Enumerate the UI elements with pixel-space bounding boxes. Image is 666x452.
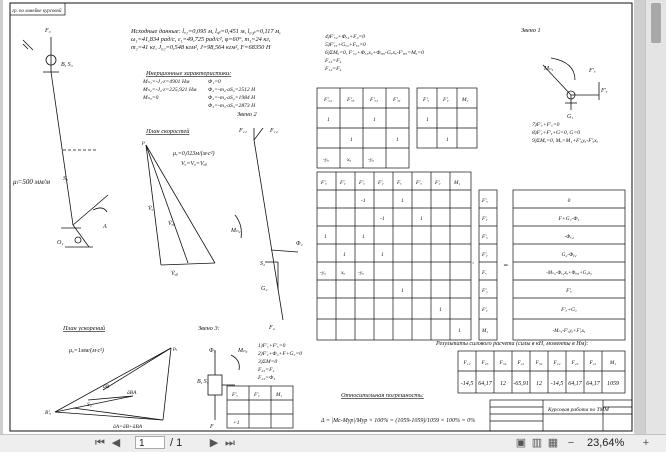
unknowns-column (479, 190, 497, 340)
table-header: F'ₓ (232, 392, 238, 398)
view-double-icon[interactable]: ▥ (531, 437, 543, 449)
zoom-level[interactable]: 23,64% (587, 437, 625, 449)
table-cell: +1 (233, 420, 240, 426)
results-value: 12 (500, 381, 506, 387)
eq-line: 2)F'ᵧ+Φ₃+F+G₃=0 (258, 351, 303, 357)
results-header: M₁ (609, 360, 617, 366)
table-header: F'ᵧ (435, 180, 441, 186)
initial-data-2: ω₁=41,834 рад/с, ε₁=49,725 рад/с², φ=60°, m₁=24 кг, (131, 36, 271, 43)
rhs-cell: -Mₙ₁-F'ₓyₐ+F'ᵧxₐ (552, 329, 586, 334)
force-label: G₂ (261, 286, 268, 292)
stamp-text: гр. по линейке курсовой (12, 9, 62, 14)
force-label: F'ᵧ (601, 88, 608, 94)
vector-label: āB (103, 384, 110, 390)
results-value: 1059 (607, 381, 619, 387)
view-grid-icon[interactable]: ▦ (547, 437, 559, 449)
table-header: F'ₓ₃ (370, 97, 379, 103)
title-block-text: Курсовая работа по ТММ (548, 407, 609, 413)
table-header: F'ₓᵧ (393, 97, 401, 103)
rhs-cell: F'ᵧ (566, 288, 572, 294)
eq-line: F₂₃=F₄ (258, 367, 275, 373)
table-header: F'ₓᵧ (347, 97, 355, 103)
table-header: F'ᵧ (443, 97, 449, 103)
table-cell: 1 (324, 234, 327, 240)
point-label: p (142, 140, 145, 146)
vector-label: V̄ₐ (148, 206, 154, 212)
equals-sign: = (503, 261, 509, 270)
unknown-cell: F'ₓ (482, 234, 488, 240)
rhs-cell: -Φₓ₂ (564, 234, 574, 240)
results-value: 64,17 (586, 381, 600, 387)
table-header: F'ₓ₂ (324, 97, 333, 103)
eq-line: F₁₂=F₄ (325, 66, 342, 72)
unknowns-labels (481, 198, 488, 334)
force-label: Mₙ₁ (544, 66, 554, 72)
force-label: Φ₂ (296, 241, 303, 247)
unknown-cell: F'ᵧ (482, 307, 488, 313)
table-cell: 1 (401, 288, 404, 294)
force-label: F₁₂ (270, 128, 278, 134)
rhs-cell: F+G₃-Φ₃ (558, 216, 580, 222)
results-header: F₄₁ (589, 360, 597, 366)
results-value: -65,91 (513, 381, 529, 387)
error-title: Относительная погрешность: (341, 392, 424, 399)
eq-line: 3)ΣM=0 (258, 359, 278, 365)
point-label: B, S₃ (61, 62, 73, 68)
accel-plan-title: План ускорений (63, 325, 106, 332)
velocity-eq: Vₐ=Vₐ=Vₐᵦ (181, 161, 208, 167)
table-cell: 1 (343, 252, 346, 258)
force-label: F'ₓ (589, 68, 596, 74)
point-label: B'ₐ (45, 410, 52, 416)
table-header: M₁ (454, 180, 461, 186)
results-header: F₄₁ (517, 360, 525, 366)
point-label: S₂ (63, 176, 69, 182)
viewer-toolbar (0, 434, 666, 452)
unknown-cell: F'ₓ (482, 198, 488, 204)
last-page-icon[interactable]: ⏭ (225, 437, 235, 449)
results-value: -14,5 (460, 381, 474, 387)
force-label: G₁ (567, 114, 574, 120)
force-label: Mₙ₂ (231, 228, 241, 234)
sheet-frame (10, 3, 632, 431)
eq-line: 7)F'ₓ+F'ₓ=0 (532, 122, 560, 128)
table-cell: 1 (327, 117, 330, 123)
table-header: F'ₓ (321, 180, 327, 186)
table-cell: 1 (396, 137, 399, 143)
table-cell: xₐ (341, 270, 346, 276)
force-label: F₁₂ (239, 128, 247, 134)
link2-title: Звено 2 (237, 111, 257, 118)
results-value: -14,5 (550, 381, 564, 387)
force-line: Φ₁=0 (208, 79, 221, 85)
eq-line: 1)F'ₓ+F'ₓ=0 (258, 343, 286, 349)
table-cell: 1 (373, 117, 376, 123)
table-cell: 1 (439, 307, 442, 313)
results-value: 64,17 (568, 381, 582, 387)
unknown-cell: Fₓ (482, 270, 487, 276)
point-label: O₁ (57, 240, 64, 246)
mechanism-sketch (23, 37, 108, 247)
table-header: F'ₓ (416, 180, 422, 186)
results-value: 12 (536, 381, 542, 387)
results-header: F₃₄ (535, 360, 543, 366)
force-label: Φ₃ (209, 348, 216, 354)
table-cell: 1 (350, 137, 353, 143)
table-cell: -yₐ (358, 270, 364, 276)
title-block (490, 400, 632, 431)
zoom-out-icon[interactable]: − (567, 437, 575, 449)
inertia-line: Mₙ₃=0 (143, 95, 159, 101)
vertical-scrollbar[interactable] (645, 0, 666, 434)
table-header: M₁ (462, 97, 469, 103)
force-label: S₂ (260, 261, 266, 267)
table-cell: -1 (380, 216, 385, 222)
initial-data-3: m₂=41 кг, J₀₂=0,548 кгм², J=98,564 кгм², F=68350 Н (131, 44, 271, 51)
eq-line: 9)ΣMₒ=0, Mₓ=M₁+F'ₓyₐ-F'ᵧxₐ (532, 138, 599, 144)
initial-data-1: Исходные данные: lₒ₁=0,095 м, lₐᵦ=0,451 м, l₀₂ᵦ=0,117 м, (131, 28, 281, 35)
eq-line: 6)ΣMₐ=0, F'ₓ₂+Φₓ₃xₐ+Φₓᵧₐ-Gₓxₐ-F'ᵧᵧₐ=Mₐ=0 (325, 50, 424, 56)
table-header: F'ᵧ (340, 180, 346, 186)
eq-line: 4)F'ₓ₂+Φₓ₃+F₃=0 (325, 34, 366, 40)
accel-scale: μₐ=1мм/(м·с²) (69, 348, 104, 354)
unknown-cell: M₁ (482, 328, 489, 334)
inertia-line: Mₙ₁=-J₁·ε=4901 Нм (143, 79, 190, 85)
rhs-cell: F'ₓ+G₁ (561, 307, 577, 313)
results-headers (463, 360, 617, 366)
force-line: Φ₃=-m₃·aS₃=2873 Н (208, 103, 256, 109)
eq-line: 5)F'ᵧ₃+Gₓ₃+Fᵧ₃=0 (325, 42, 366, 48)
table-cell: -1 (361, 198, 366, 204)
results-header: F₁₂ (463, 360, 471, 366)
table-cell: xₐ (347, 157, 352, 163)
vector-label: V̄ₐᵦ (168, 221, 176, 227)
eq-line: F₂₃=F₄ (325, 58, 342, 64)
force-line: Φ₂=-m₂·aS₂=1984 Н (208, 95, 256, 101)
table-cell: 1 (426, 117, 429, 123)
results-header: F₂₃ (481, 360, 489, 366)
force-line: Φ₂=-m₂·aS₂=2512 Н (208, 87, 256, 93)
scale-label: μₗ=500 мм/м (13, 178, 50, 186)
results-header: F₂₃ (571, 360, 579, 366)
table-cell: -yₐ (368, 157, 374, 163)
results-values (461, 380, 619, 387)
mult-sign: · (472, 259, 474, 268)
big-matrix-cells (320, 198, 461, 334)
force-label: B, S₃ (197, 379, 209, 385)
point-label: A (103, 224, 107, 230)
scrollbar-thumb[interactable] (651, 3, 661, 43)
rhs-cell: -Mₙ₂-Φₓ₂xₐ+Φₓᵧₐ+G₂xₐ (546, 271, 592, 276)
point-label: F₃ (45, 28, 51, 34)
page-total: / 1 (170, 437, 183, 449)
inertia-title: Инерционные характеристики: (146, 70, 232, 77)
next-page-icon[interactable]: ▶ (209, 437, 219, 449)
unknown-cell: F'ᵧ (482, 252, 488, 258)
rhs-cell: G₂-Φᵧ₂ (561, 252, 577, 258)
inertia-line: Mₙ₂=-J₂·ε=225,921 Нм (143, 87, 197, 93)
table-header: F'ₓ (359, 180, 365, 186)
prev-page-icon[interactable]: ◀ (111, 437, 121, 449)
table-header: M₁ (276, 392, 283, 398)
drawing-canvas (3, 0, 634, 434)
accel-plan (55, 348, 171, 420)
table-cell: -yₐ (323, 157, 329, 163)
results-header: F₃₄ (499, 360, 507, 366)
unknown-cell: F'ᵧ (482, 216, 488, 222)
velocity-plan-title: План скоростей (146, 128, 190, 135)
results-title: Результаты силового расчета (силы в кН, моменты в Нм): (436, 341, 589, 347)
eq-line: F₂₃=Φ₃ (258, 375, 276, 381)
point-label: pₐ (173, 346, 178, 352)
view-single-icon[interactable]: ▣ (515, 437, 527, 449)
vector-label: S₂ (87, 402, 92, 408)
table-cell: 1 (362, 234, 365, 240)
results-value: 64,17 (478, 381, 492, 387)
rhs-column (513, 190, 625, 340)
big-matrix (317, 172, 471, 340)
table-cell: 1 (420, 216, 423, 222)
force-label: Mₙ₃ (238, 348, 248, 354)
table-header: F'ᵧ (254, 392, 260, 398)
force-label: F₄ (269, 325, 275, 331)
table-cell: 1 (446, 137, 449, 143)
error-formula: Δ = |Mc-Mур|/Mур × 100% = (1059-1059)/1059 × 100% = 0% (321, 418, 476, 424)
rhs-labels (546, 198, 592, 334)
table-header: F'ₓ (423, 97, 430, 103)
first-page-icon[interactable]: ⏮ (95, 437, 105, 449)
table-cell: 1 (401, 198, 404, 204)
rhs-cell: 0 (567, 198, 571, 204)
link3-title: Звено 3: (198, 325, 220, 332)
vector-label: āA=āB+āBA (113, 424, 143, 430)
results-header: F₁₂ (553, 360, 561, 366)
eq-line: 8)F'ᵧ+F'ᵧ+G=0, G=0 (532, 130, 581, 136)
table-header: F'ᵧ (378, 180, 384, 186)
table-cell: 1 (381, 252, 384, 258)
vector-label: V̄ₐᵦ (171, 271, 179, 277)
force-label: F (210, 424, 214, 430)
velocity-scale: μᵥ=0,023м/(м·с²) (173, 151, 215, 157)
table-header: Fₓ (397, 180, 402, 186)
table-cell: 1 (458, 328, 461, 334)
page-number-input[interactable]: 1 (135, 436, 165, 449)
link3-diagram (208, 350, 239, 420)
drawing-sheet (3, 0, 634, 434)
unknown-cell: F'ₓ (482, 288, 488, 294)
link1-title: Звено 1 (521, 27, 541, 34)
table-cell: -yₐ (320, 270, 326, 276)
big-matrix-headers (320, 180, 460, 186)
zoom-in-icon[interactable]: + (642, 437, 650, 449)
vector-label: āBA (127, 390, 137, 396)
